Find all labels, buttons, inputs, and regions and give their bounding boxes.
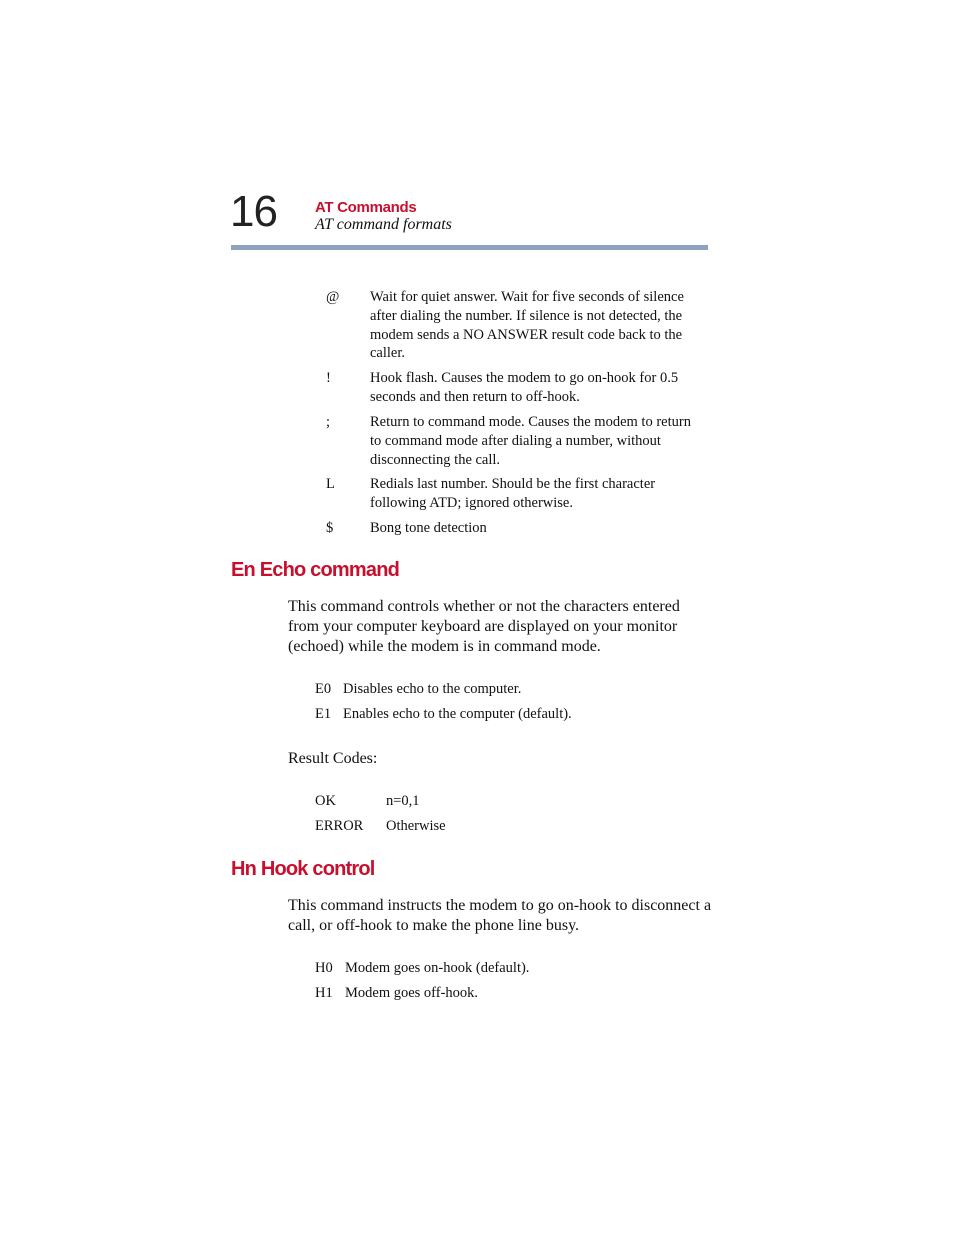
result-condition: n=0,1 [386, 793, 420, 809]
modifier-symbol: @ [326, 289, 340, 305]
modifier-description: Return to command mode. Causes the modem to return to command mode after dialing a number, without disconnecting the call. [370, 414, 691, 468]
modifier-symbol: ; [326, 414, 331, 430]
hook-section-body: This command instructs the modem to go on-hook to disconnect a call, or off-hook to make the phone line busy. [288, 897, 712, 934]
modifier-description: Redials last number. Should be the first character following ATD; ignored otherwise. [370, 476, 656, 511]
result-code: ERROR [315, 818, 364, 834]
header-rule [231, 245, 708, 250]
option-description: Modem goes on-hook (default). [345, 960, 530, 976]
result-codes-label: Result Codes: [288, 750, 378, 767]
modifier-description: Hook flash. Causes the modem to go on-hook for 0.5 seconds and then return to off-hook. [370, 370, 679, 405]
modifier-description: Bong tone detection [370, 520, 487, 536]
option-code: H0 [315, 960, 333, 976]
result-code: OK [315, 793, 336, 809]
modifier-symbol: L [326, 476, 335, 492]
modifier-symbol: ! [326, 370, 331, 386]
option-description: Enables echo to the computer (default). [343, 706, 572, 722]
echo-section-heading: En Echo command [231, 559, 400, 581]
hook-section-heading: Hn Hook control [231, 858, 375, 880]
option-description: Modem goes off-hook. [345, 985, 479, 1001]
section-subtitle: AT command formats [315, 216, 452, 233]
modifier-description: Wait for quiet answer. Wait for five seconds of silence after dialing the number. If silence is not detected, the modem sends a NO ANSWER result code back to the caller. [370, 289, 684, 362]
page-number: 16 [230, 187, 277, 236]
option-description: Disables echo to the computer. [343, 681, 522, 697]
option-code: H1 [315, 985, 333, 1001]
modifier-symbol: $ [326, 520, 334, 536]
result-condition: Otherwise [386, 818, 446, 834]
option-code: E1 [315, 706, 332, 722]
option-code: E0 [315, 681, 332, 697]
chapter-title: AT Commands [315, 199, 417, 216]
echo-section-body: This command controls whether or not the characters entered from your computer keyboard are displayed on your monitor (echoed) while the modem is in command mode. [288, 598, 680, 655]
